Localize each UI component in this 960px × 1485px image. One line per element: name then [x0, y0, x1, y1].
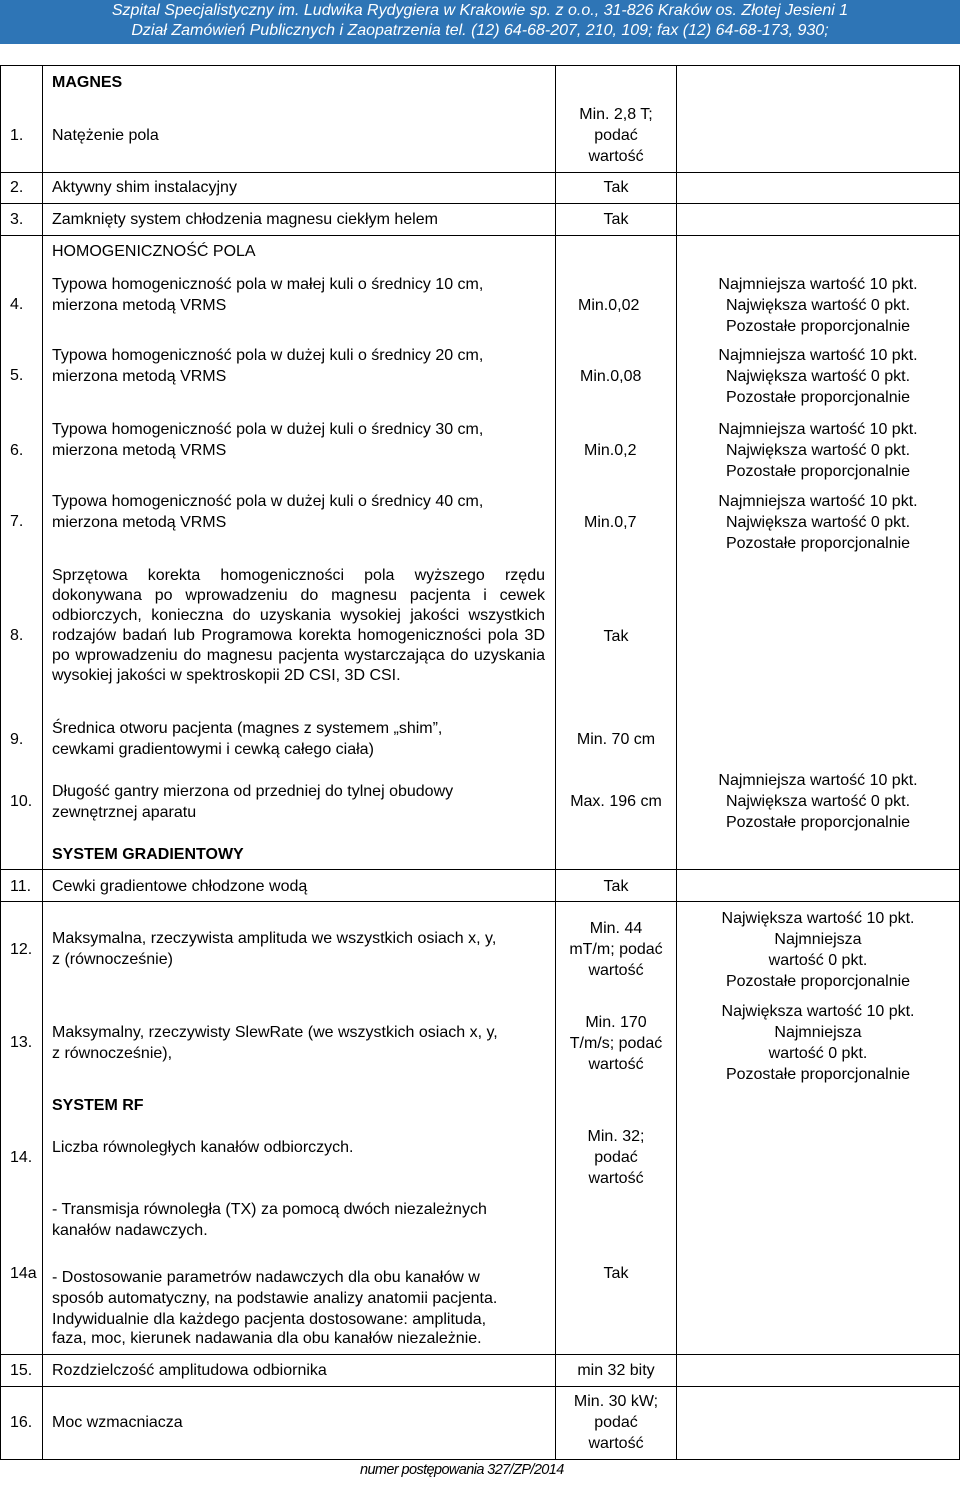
row-requirement-line: Min. 30 kW;: [573, 1393, 659, 1410]
row-requirement: Tak: [603, 878, 629, 895]
row-score-line: Pozostałe proporcjonalnie: [725, 318, 911, 335]
row-requirement-line: mT/m; podać: [569, 941, 663, 958]
section-title-magnes: MAGNES: [52, 74, 123, 91]
row-score-line: Największa wartość 0 pkt.: [725, 442, 911, 459]
row-description-line: Maksymalny, rzeczywisty SlewRate (we wszystkich osiach x, y,: [52, 1024, 498, 1041]
row-description-line: Średnica otworu pacjenta (magnes z systemem „shim”,: [52, 720, 443, 737]
row-score-line: Najmniejsza wartość 10 pkt.: [718, 493, 918, 510]
row-number: 10.: [10, 793, 33, 810]
row-description: Sprzętowa korekta homogeniczności pola wyższego rzędu dokonywana po wprowadzeniu do magnesu pacjenta i cewek odbiorczych, konieczna do uzyskania wysokiej jakości wszystkich rodzajów badań lub Programowa korekta homogeniczności pola 3D po wprowadzeniu do magnesu pacjenta wystarczająca do uzyskania wysokiej jakości w spektroskopii 2D CSI, 3D CSI.: [52, 567, 545, 685]
row-requirement: min 32 bity: [577, 1362, 655, 1379]
row-score-line: Pozostałe proporcjonalnie: [725, 389, 911, 406]
row-score-line: Najmniejsza wartość 10 pkt.: [718, 772, 918, 789]
row-requirement: Min.0,08: [580, 368, 642, 385]
row-description: Moc wzmacniacza: [52, 1414, 183, 1431]
row-description-line: Maksymalna, rzeczywista amplituda we wszystkich osiach x, y,: [52, 930, 497, 947]
row-requirement-line: wartość: [588, 962, 644, 979]
row-score-line: Najmniejsza: [774, 1024, 862, 1041]
row-requirement: Tak: [603, 179, 629, 196]
header-line-2: Dział Zamówień Publicznych i Zaopatrzenia tel. (12) 64-68-207, 210, 109; fax (12) 64-68-173, 930;: [131, 22, 829, 39]
row-score-line: Największa wartość 0 pkt.: [725, 297, 911, 314]
row-description-line: zewnętrznej aparatu: [52, 804, 197, 821]
row-description: Aktywny shim instalacyjny: [52, 179, 237, 196]
row-number: 14.: [10, 1149, 33, 1166]
row-score-line: Pozostałe proporcjonalnie: [725, 463, 911, 480]
row-description-line: sposób automatyczny, na podstawie analizy anatomii pacjenta.: [52, 1290, 498, 1307]
row-requirement: Min.0,2: [584, 442, 637, 459]
row-requirement-line: Min. 2,8 T;: [579, 106, 653, 123]
row-description-line: Typowa homogeniczność pola w małej kuli o średnicy 10 cm,: [52, 276, 484, 293]
row-description-line: faza, moc, kierunek nadawania dla obu kanałów niezależnie.: [52, 1330, 482, 1347]
row-requirement: Tak: [603, 628, 629, 645]
row-description-line: - Transmisja równoległa (TX) za pomocą dwóch niezależnych: [52, 1201, 487, 1218]
row-number: 8.: [10, 627, 24, 644]
row-description-line: z równocześnie),: [52, 1045, 173, 1062]
row-requirement: Min.0,7: [584, 514, 637, 531]
row-description-line: Typowa homogeniczność pola w dużej kuli o średnicy 40 cm,: [52, 493, 484, 510]
row-description-line: Typowa homogeniczność pola w dużej kuli o średnicy 20 cm,: [52, 347, 484, 364]
row-requirement-line: podać: [594, 1149, 638, 1166]
row-description: Natężenie pola: [52, 127, 159, 144]
row-number: 15.: [10, 1362, 33, 1379]
row-number: 14a: [10, 1265, 37, 1282]
row-score-line: Pozostałe proporcjonalnie: [725, 814, 911, 831]
row-number: 7.: [10, 513, 24, 530]
row-requirement: Min. 70 cm: [576, 731, 656, 748]
row-description-line: mierzona metodą VRMS: [52, 368, 227, 385]
row-number: 11.: [10, 878, 32, 895]
row-score-line: wartość 0 pkt.: [768, 1045, 868, 1062]
row-number: 3.: [10, 211, 24, 228]
row-description: Rozdzielczość amplitudowa odbiornika: [52, 1362, 327, 1379]
row-description-line: Indywidualnie dla każdego pacjenta dostosowane: amplituda,: [52, 1311, 487, 1328]
row-description-line: kanałów nadawczych.: [52, 1222, 208, 1239]
row-description-line: mierzona metodą VRMS: [52, 514, 227, 531]
row-score-line: Najmniejsza wartość 10 pkt.: [718, 347, 918, 364]
row-number: 5.: [10, 367, 24, 384]
row-score-line: Pozostałe proporcjonalnie: [725, 973, 911, 990]
row-score-line: Największa wartość 10 pkt.: [721, 1003, 915, 1020]
row-score-line: Pozostałe proporcjonalnie: [725, 1066, 911, 1083]
row-score-line: Najmniejsza wartość 10 pkt.: [718, 276, 918, 293]
row-requirement-line: podać: [594, 1414, 638, 1431]
row-score-line: wartość 0 pkt.: [768, 952, 868, 969]
section-title-homogenicznosc: HOMOGENICZNOŚĆ POLA: [52, 243, 256, 260]
row-score-line: Największa wartość 10 pkt.: [721, 910, 915, 927]
row-requirement-line: Min. 170: [585, 1014, 647, 1031]
row-number: 6.: [10, 442, 24, 459]
row-score-line: Największa wartość 0 pkt.: [725, 793, 911, 810]
row-requirement-line: wartość: [588, 1170, 644, 1187]
row-requirement: Tak: [603, 1265, 629, 1282]
row-requirement-line: wartość: [588, 148, 644, 165]
row-score-line: Największa wartość 0 pkt.: [725, 514, 911, 531]
row-description-line: Typowa homogeniczność pola w dużej kuli o średnicy 30 cm,: [52, 421, 484, 438]
row-score-line: Najmniejsza: [774, 931, 862, 948]
section-title-rf: SYSTEM RF: [52, 1097, 144, 1114]
footer-case-number: numer postępowania 327/ZP/2014: [360, 1462, 564, 1478]
row-number: 16.: [10, 1414, 33, 1431]
row-requirement: Tak: [603, 211, 629, 228]
row-description: Cewki gradientowe chłodzone wodą: [52, 878, 308, 895]
row-score-line: Największa wartość 0 pkt.: [725, 368, 911, 385]
row-number: 9.: [10, 731, 24, 748]
row-description-line: mierzona metodą VRMS: [52, 442, 227, 459]
row-requirement-line: wartość: [588, 1435, 644, 1452]
row-number: 1.: [10, 127, 24, 144]
row-number: 13.: [10, 1034, 33, 1051]
document-header: [0, 0, 960, 44]
row-score-line: Najmniejsza wartość 10 pkt.: [718, 421, 918, 438]
row-requirement-line: Min. 44: [589, 920, 643, 937]
row-description: Zamknięty system chłodzenia magnesu ciekłym helem: [52, 211, 438, 228]
row-requirement: Max. 196 cm: [570, 793, 662, 810]
row-description-line: mierzona metodą VRMS: [52, 297, 227, 314]
row-description-line: - Dostosowanie parametrów nadawczych dla obu kanałów w: [52, 1269, 480, 1286]
row-number: 2.: [10, 179, 24, 196]
row-number: 12.: [10, 941, 33, 958]
row-description-line: z (równocześnie): [52, 951, 173, 968]
section-title-gradient: SYSTEM GRADIENTOWY: [52, 846, 244, 863]
row-description: Liczba równoległych kanałów odbiorczych.: [52, 1139, 354, 1156]
row-requirement-line: Min. 32;: [587, 1128, 645, 1145]
row-description-line: cewkami gradientowymi i cewką całego ciała): [52, 741, 374, 758]
row-requirement-line: podać: [594, 127, 638, 144]
row-score-line: Pozostałe proporcjonalnie: [725, 535, 911, 552]
row-requirement: Min.0,02: [578, 297, 640, 314]
header-line-1: Szpital Specjalistyczny im. Ludwika Rydygiera w Krakowie sp. z o.o., 31-826 Kraków os. Złotej Jesieni 1: [111, 2, 849, 19]
row-requirement-line: T/m/s; podać: [569, 1035, 663, 1052]
row-requirement-line: wartość: [588, 1056, 644, 1073]
row-description-line: Długość gantry mierzona od przedniej do tylnej obudowy: [52, 783, 454, 800]
row-number: 4.: [10, 296, 24, 313]
